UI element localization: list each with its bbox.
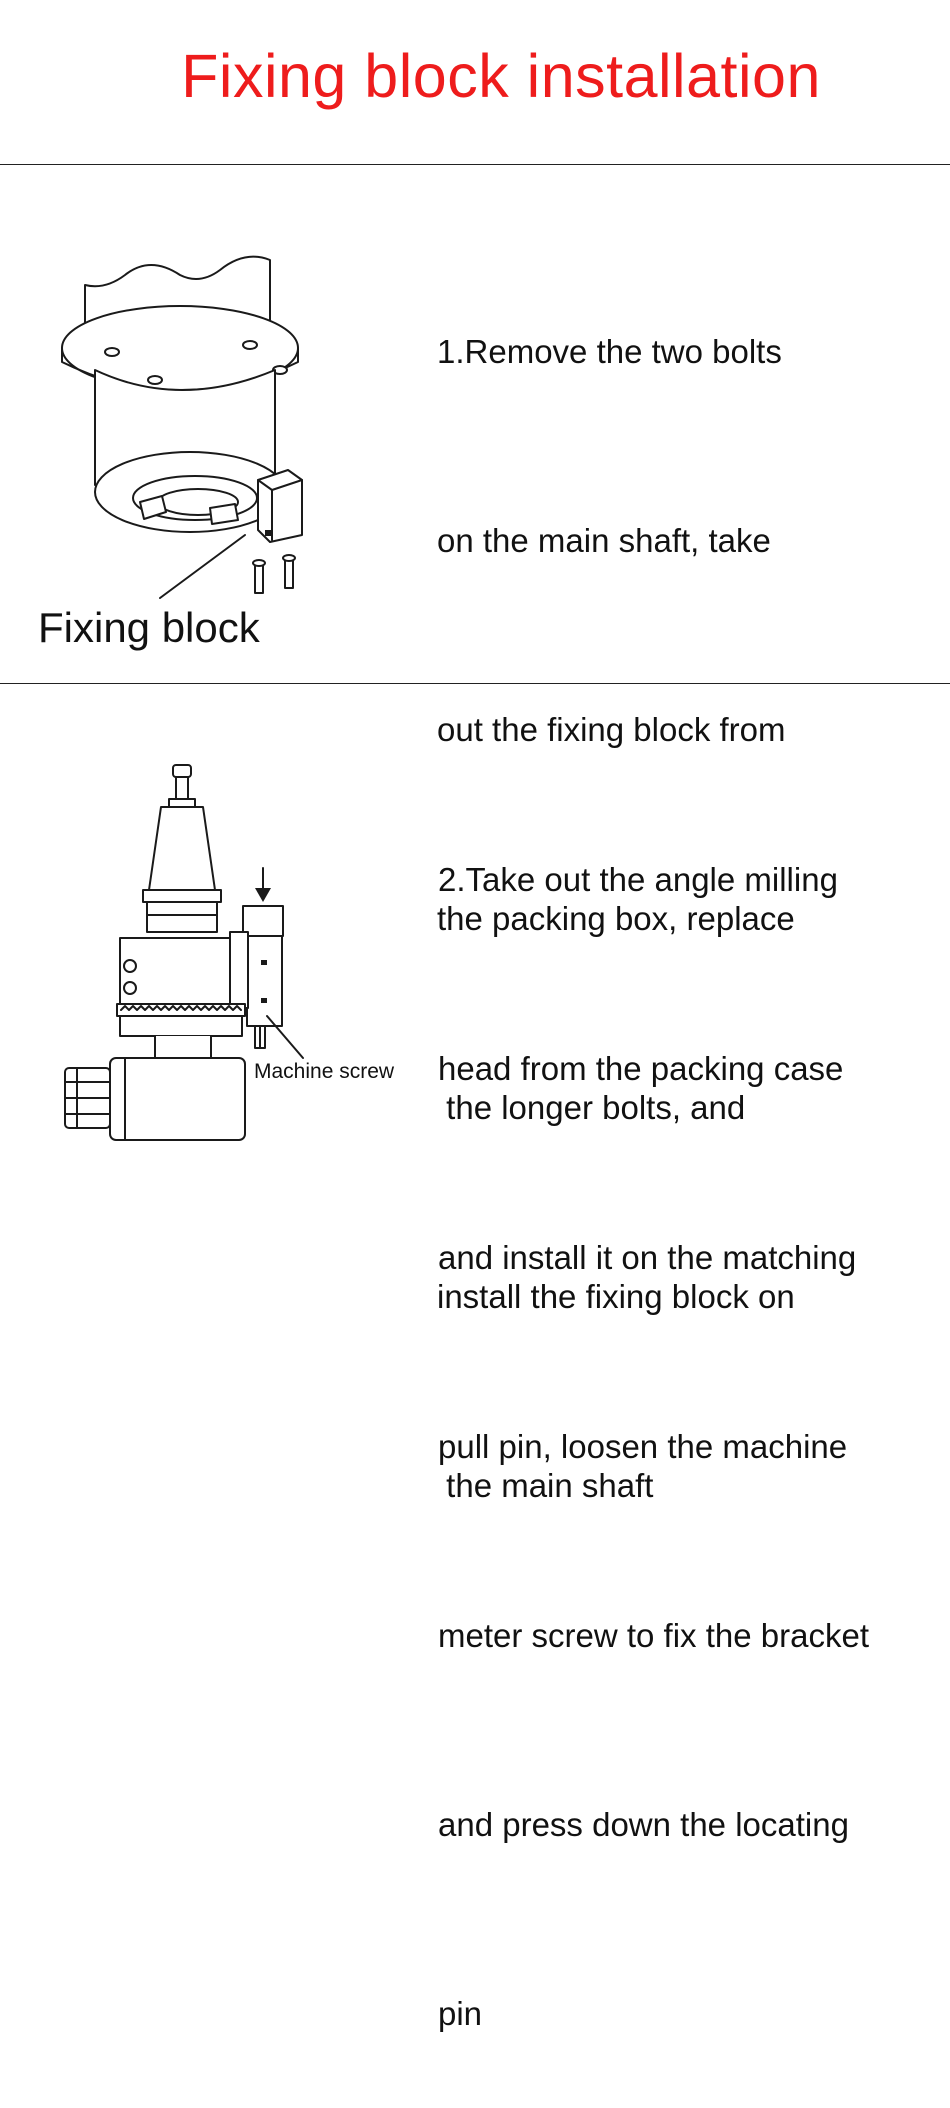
main-shaft-illustration — [40, 230, 340, 605]
step-2-line: and press down the locating — [438, 1806, 849, 1843]
step-1-line: on the main shaft, take — [437, 522, 771, 559]
fixing-block-label: Fixing block — [38, 604, 260, 651]
step-1-line: the packing box, replace — [437, 900, 795, 937]
step-2-line: head from the packing case — [438, 1050, 844, 1087]
step-1-line: out the fixing block from — [437, 711, 786, 748]
step-1-line: the longer bolts, and — [437, 1089, 746, 1126]
step-2-line: 2.Take out the angle milling — [438, 861, 838, 898]
step-2-line: and install it on the matching — [438, 1239, 857, 1276]
divider-middle — [0, 683, 950, 684]
step-2-instructions — [438, 722, 869, 2108]
divider-top — [0, 164, 950, 165]
step-1-line: the main shaft — [437, 1467, 654, 1504]
step-2-line: pin — [438, 1995, 483, 2032]
step-2-line: pull pin, loosen the machine — [438, 1428, 848, 1465]
step-2-line: meter screw to fix the bracket — [438, 1617, 869, 1654]
angle-milling-head-illustration — [55, 760, 305, 1155]
step-1-line: 1.Remove the two bolts — [437, 333, 782, 370]
step-1-line: install the fixing block on — [437, 1278, 795, 1315]
machine-screw-label: Machine screw — [254, 1060, 395, 1083]
page-title: Fixing block installation — [181, 42, 821, 110]
